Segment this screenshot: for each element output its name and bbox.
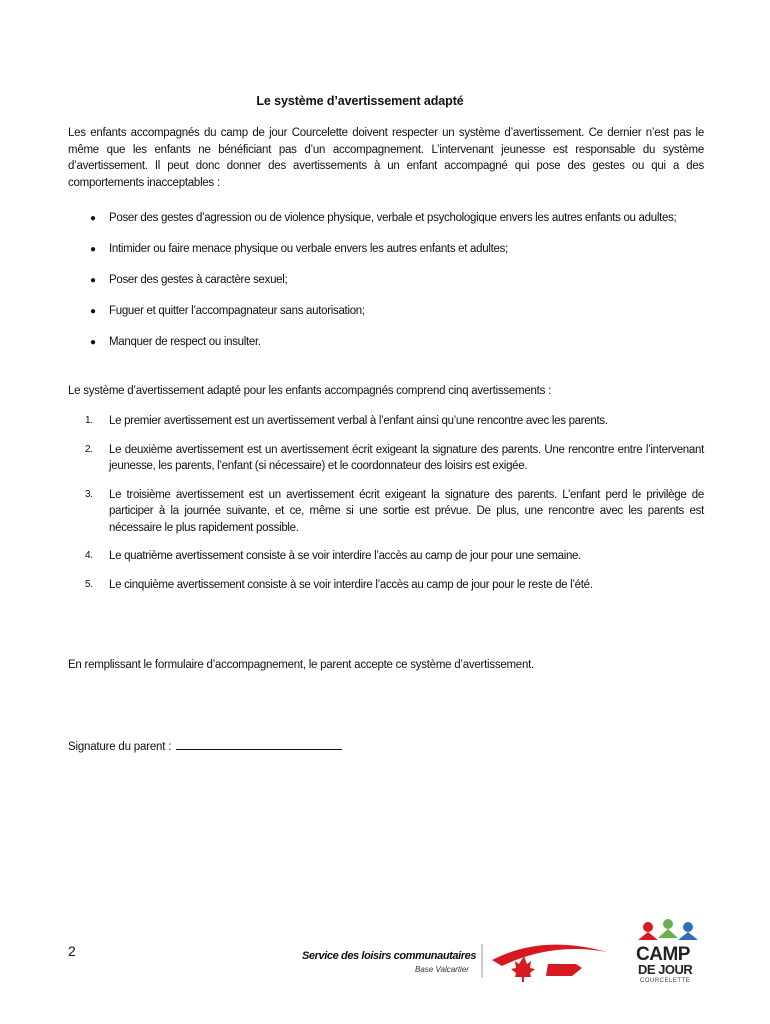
list-item: 5. Le cinquième avertissement consiste à se voir interdire l’accès au camp de jour pour le reste de l’été.	[85, 578, 593, 591]
bullet-icon: ●	[90, 337, 96, 348]
system-intro: Le système d’avertissement adapté pour les enfants accompagnés comprend cinq avertissements :	[68, 385, 552, 397]
bullet-icon: ●	[90, 213, 96, 224]
children-figures-icon	[634, 918, 704, 946]
service-subtitle: Base Valcartier	[415, 965, 469, 974]
service-logo	[302, 936, 612, 984]
camp-word: CAMP	[636, 944, 690, 965]
list-item: ● Manquer de respect ou insulter.	[90, 336, 261, 348]
list-item: ● Intimider ou faire menace physique ou verbale envers les autres enfants et adultes;	[90, 243, 508, 255]
intro-paragraph: Les enfants accompagnés du camp de jour Courcelette doivent respecter un système d’avertissement. Ce dernier n’est pas le même que les enfants ne bénéficiant pas d’un accompagnement. L’intervenant jeunesse est responsable du système d’avertissement. Il peut donc donner des avertissements à un enfant accompagné qui pose des gestes ou qui a des comportements inacceptables :	[68, 127, 704, 189]
list-item: 4. Le quatrième avertissement consiste à se voir interdire l’accès au camp de jour pour une semaine.	[85, 550, 582, 562]
camp-city: COURCELETTE	[640, 978, 691, 984]
signature-line[interactable]	[176, 738, 342, 750]
acceptance-statement: En remplissant le formulaire d’accompagnement, le parent accepte ce système d’avertissement.	[68, 659, 534, 671]
bullet-icon: ●	[90, 275, 96, 286]
camp-subword: DE JOUR	[638, 962, 693, 977]
camp-de-jour-logo	[634, 918, 704, 988]
behavior-list	[68, 211, 708, 366]
list-item: ● Poser des gestes à caractère sexuel;	[90, 274, 288, 286]
document-title: Le système d’avertissement adapté	[256, 94, 464, 108]
list-item: 1. Le premier avertissement est un avertissement verbal à l’enfant ainsi qu’une rencontre avec les parents.	[85, 415, 608, 427]
swoosh-maple-icon	[302, 936, 612, 984]
list-item: 3. Le troisième avertissement est un avertissement écrit exigeant la signature des parents. L’enfant perd le privilège de participer à la journée suivante, et ce, même si une sortie est prévue. De plus, une rencontre avec les parents est nécessaire le plus rapidement possible.	[85, 488, 704, 534]
signature-label: Signature du parent :	[68, 741, 172, 753]
bullet-icon: ●	[90, 306, 96, 317]
service-title: Service des loisirs communautaires	[302, 950, 477, 962]
list-item: ● Poser des gestes d’agression ou de violence physique, verbale et psychologique envers les autres enfants ou adultes;	[90, 212, 677, 224]
list-item: ● Fuguer et quitter l’accompagnateur sans autorisation;	[90, 305, 365, 317]
bullet-icon: ●	[90, 244, 96, 255]
list-item: 2. Le deuxième avertissement est un avertissement écrit exigeant la signature des parents. Une rencontre entre l’intervenant jeunesse, les parents, l’enfant (si nécessaire) et le coordonnateur des loisirs est exigée.	[85, 443, 704, 472]
signature-field[interactable]	[68, 738, 342, 753]
warning-list	[68, 413, 704, 605]
page-number: 2	[68, 943, 76, 959]
